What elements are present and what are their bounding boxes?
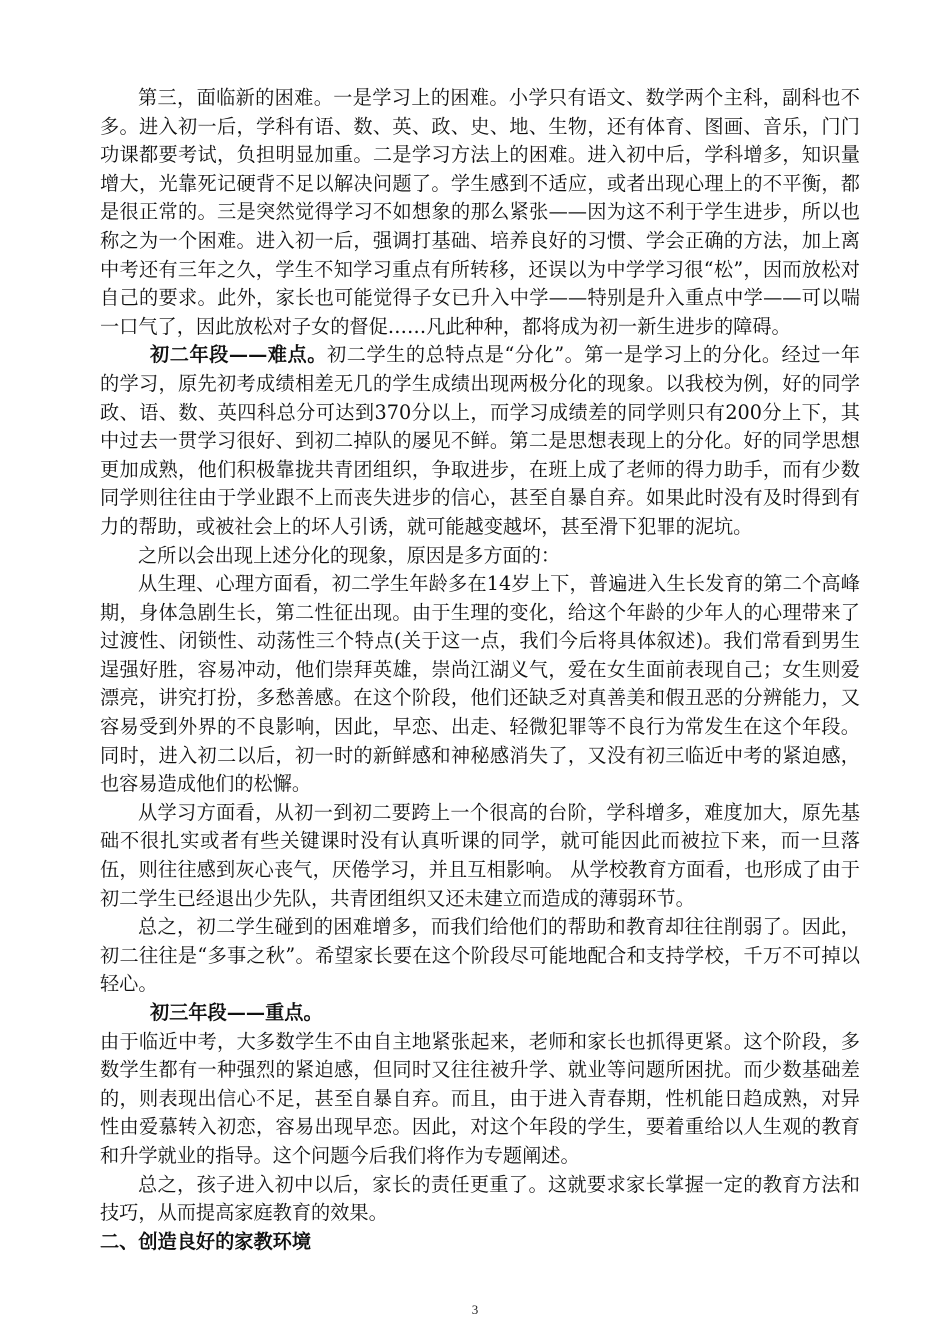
- paragraph-grade3-body: 由于临近中考，大多数学生不由自主地紧张起来，老师和家长也抓得更紧。这个阶段，多数学生都有一种强烈的紧迫感，但同时又往往被升学、就业等问题所困扰。而少数基础差的，则表现出信心不足，甚至自暴自弃。而且，由于进入青春期，性机能日趋成熟，对异性由爱慕转入初恋，容易出现早恋。因此，对这个年段的学生，要着重给以人生观的教育和升学就业的指导。这个问题今后我们将作为专题阐述。: [100, 1029, 860, 1167]
- paragraph-causes-intro: 之所以会出现上述分化的现象，原因是多方面的：: [138, 543, 561, 567]
- paragraph-study-aspect: 从学习方面看，从初一到初二要跨上一个很高的台阶，学科增多，难度加大，原先基础不很扎实或者有些关键课时没有认真听课的同学，就可能因此而被拉下来，而一旦落伍，则往往感到灰心丧气，厌倦学习，并且互相影响。 从学校教育方面看，也形成了由于初二学生已经退出少先队，共青团组织又还未建立而造成的薄弱环节。: [100, 800, 860, 910]
- document-body: [100, 84, 860, 1256]
- paragraph-grade2-difficulty: [100, 341, 860, 541]
- grade2-heading: 初二年段——难点。: [150, 343, 327, 367]
- paragraph-physiology: 从生理、心理方面看，初二学生年龄多在14岁上下，普遍进入生长发育的第二个高峰期，身体急剧生长，第二性征出现。由于生理的变化，给这个年龄的少年人的心理带来了过渡性、闭锁性、动荡性三个特点(关于这一点，我们今后将具体叙述)。我们常看到男生逞强好胜，容易冲动，他们崇拜英雄，崇尚江湖义气，爱在女生面前表现自己；女生则爱漂亮，讲究打扮，多愁善感。在这个阶段，他们还缺乏对真善美和假丑恶的分辨能力，又容易受到外界的不良影响，因此，早恋、出走、轻微犯罪等不良行为常发生在这个年段。同时，进入初二以后，初一时的新鲜感和神秘感消失了，又没有初三临近中考的紧迫感，也容易造成他们的松懈。: [100, 572, 860, 796]
- grade2-body: 初二学生的总特点是“分化”。第一是学习上的分化。经过一年的学习，原先初考成绩相差无几的学生成绩出现两极分化的现象。以我校为例，好的同学政、语、数、英四科总分可达到370分以上，而学习成绩差的同学则只有200分上下，其中过去一贯学习很好、到初二掉队的屡见不鲜。第二是思想表现上的分化。好的同学思想更加成熟，他们积极靠拢共青团组织，争取进步，在班上成了老师的得力助手，而有少数同学则往往由于学业跟不上而丧失进步的信心，甚至自暴自弃。如果此时没有及时得到有力的帮助，或被社会上的坏人引诱，就可能越变越坏，甚至滑下犯罪的泥坑。: [100, 343, 861, 538]
- paragraph-grade2-summary: 总之，初二学生碰到的困难增多，而我们给他们的帮助和教育却往往削弱了。因此，初二往往是“多事之秋”。希望家长要在这个阶段尽可能地配合和支持学校，千万不可掉以轻心。: [100, 915, 860, 996]
- page-number: 3: [471, 1302, 479, 1317]
- section-heading-2: 二、创造良好的家教环境: [100, 1229, 312, 1253]
- paragraph-conclusion: 总之，孩子进入初中以后，家长的责任更重了。这就要求家长掌握一定的教育方法和技巧，从而提高家庭教育的效果。: [100, 1172, 860, 1225]
- paragraph-new-difficulties: 第三，面临新的困难。一是学习上的困难。小学只有语文、数学两个主科，副科也不多。进入初一后，学科有语、数、英、政、史、地、生物，还有体育、图画、音乐，门门功课都要考试，负担明显加重。二是学习方法上的困难。进入初中后，学科增多，知识量增大，光靠死记硬背不足以解决问题了。学生感到不适应，或者出现心理上的不平衡，都是很正常的。三是突然觉得学习不如想象的那么紧张——因为这不利于学生进步，所以也称之为一个困难。进入初一后，强调打基础、培养良好的习惯、学会正确的方法，加上离中考还有三年之久，学生不知学习重点有所转移，还误以为中学学习很“松”，因而放松对自己的要求。此外，家长也可能觉得子女已升入中学——特别是升入重点中学——可以喘一口气了，因此放松对子女的督促……凡此种种，都将成为初一新生进步的障碍。: [100, 86, 860, 338]
- grade3-heading: 初三年段——重点。: [150, 1001, 323, 1024]
